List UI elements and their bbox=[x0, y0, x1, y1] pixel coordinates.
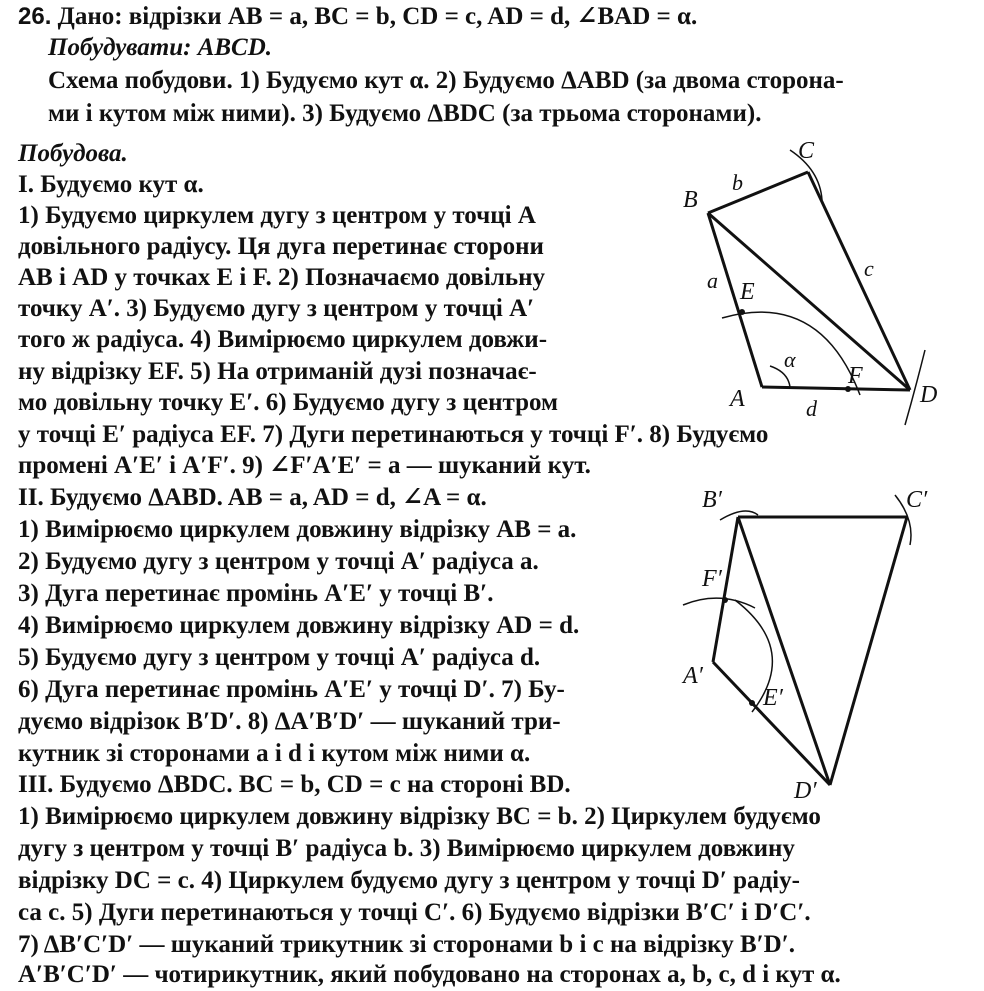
body-line: мо довільну точку E′. 6) Будуємо дугу з центром bbox=[18, 389, 559, 416]
body-line: 1) Вимірюємо циркулем довжину відрізку BC = b. 2) Циркулем будуємо bbox=[18, 803, 821, 830]
label-a: A bbox=[730, 386, 745, 412]
body-line: A′B′C′D′ — чотирикутник, який побудовано на сторонах a, b, c, d і кут α. bbox=[18, 961, 841, 988]
angle-alpha: α bbox=[784, 347, 796, 372]
problem-line-1 bbox=[18, 2, 697, 32]
body-line: точку A′. 3) Будуємо дугу з центром у точці A′ bbox=[18, 295, 535, 322]
side-a: a bbox=[707, 268, 718, 293]
arc-f-prime bbox=[683, 598, 755, 608]
label-b: B bbox=[683, 187, 698, 213]
body-line: 5) Будуємо дугу з центром у точці A′ радіуса d. bbox=[18, 644, 541, 671]
body-line: у точці E′ радіуса EF. 7) Дуги перетинаються у точці F′. 8) Будуємо bbox=[18, 421, 769, 448]
body-line: AB і AD у точках E і F. 2) Позначаємо довільну bbox=[18, 264, 546, 291]
figure-abcd-prime bbox=[675, 480, 965, 805]
body-line: 1) Вимірюємо циркулем довжину відрізку AB = a. bbox=[18, 516, 577, 543]
label-c: C bbox=[798, 138, 815, 164]
construction-heading: Побудова. bbox=[18, 140, 128, 167]
label-b-prime: B′ bbox=[702, 487, 722, 513]
body-line: ну відрізку EF. 5) На отриманій дузі позначає- bbox=[18, 358, 537, 385]
figure-abcd bbox=[670, 130, 970, 430]
body-line: 3) Дуга перетинає промінь A′E′ у точці B′. bbox=[18, 580, 494, 607]
body-line: 2) Будуємо дугу з центром у точці A′ радіуса a. bbox=[18, 548, 539, 575]
segment-c-d-prime bbox=[830, 517, 907, 785]
body-line: 4) Вимірюємо циркулем довжину відрізку AD = d. bbox=[18, 612, 580, 639]
segment-bd bbox=[708, 213, 910, 390]
body-line: промені A′E′ і A′F′. 9) ∠F′A′E′ = a — шуканий кут. bbox=[18, 452, 591, 479]
label-f-prime: F′ bbox=[702, 566, 722, 592]
side-d: d bbox=[806, 396, 817, 421]
label-a-prime: A′ bbox=[683, 663, 703, 689]
body-line: довільного радіусу. Ця дуга перетинає сторони bbox=[18, 233, 544, 260]
problem-scheme-1: Схема побудови. 1) Будуємо кут α. 2) Будуємо ΔABD (за двома сторона- bbox=[48, 67, 844, 94]
body-line: дуємо відрізок B′D′. 8) ΔA′B′D′ — шуканий три- bbox=[18, 708, 561, 735]
body-line: са c. 5) Дуги перетинаються у точці C′. 6) Будуємо відрізки B′C′ і D′C′. bbox=[18, 899, 811, 926]
label-e: E bbox=[740, 279, 755, 305]
body-line: I. Будуємо кут α. bbox=[18, 171, 204, 198]
segment-cd bbox=[808, 172, 910, 390]
side-b: b bbox=[732, 170, 743, 195]
body-line: того ж радіуса. 4) Вимірюємо циркулем довжи- bbox=[18, 326, 548, 353]
segment-a-d-prime bbox=[713, 662, 830, 785]
problem-scheme-2: ми і кутом між ними). 3) Будуємо ΔBDC (за трьома сторонами). bbox=[48, 100, 762, 127]
label-d-prime: D′ bbox=[794, 778, 817, 804]
label-d: D bbox=[920, 382, 938, 408]
body-line: кутник зі сторонами a і d і кутом між ними α. bbox=[18, 740, 531, 767]
segment-ad bbox=[762, 387, 910, 390]
label-e-prime: E′ bbox=[763, 685, 783, 711]
body-line: III. Будуємо ΔBDC. BC = b, CD = c на стороні BD. bbox=[18, 771, 571, 798]
segment-bc bbox=[708, 172, 808, 213]
body-line: відрізку DC = c. 4) Циркулем будуємо дугу з центром у точці D′ радіу- bbox=[18, 867, 800, 894]
body-line: 7) ΔB′C′D′ — шуканий трикутник зі сторонами b і c на відрізку B′D′. bbox=[18, 931, 795, 958]
side-c: c bbox=[864, 256, 874, 281]
problem-number: 26. bbox=[18, 3, 52, 30]
body-line: II. Будуємо ΔABD. AB = a, AD = d, ∠A = α. bbox=[18, 484, 487, 511]
body-line: 1) Будуємо циркулем дугу з центром у точці A bbox=[18, 202, 536, 229]
problem-given: Дано: відрізки AB = a, BC = b, CD = c, AD = d, ∠BAD = α. bbox=[57, 3, 698, 30]
label-f: F bbox=[848, 363, 863, 389]
problem-task: Побудувати: ABCD. bbox=[48, 34, 273, 61]
body-line: дугу з центром у точці B′ радіуса b. 3) Вимірюємо циркулем довжину bbox=[18, 835, 795, 862]
body-line: 6) Дуга перетинає промінь A′E′ у точці D′. 7) Бу- bbox=[18, 676, 565, 703]
label-c-prime: C′ bbox=[906, 487, 928, 513]
segment-b-d-prime bbox=[738, 517, 830, 785]
